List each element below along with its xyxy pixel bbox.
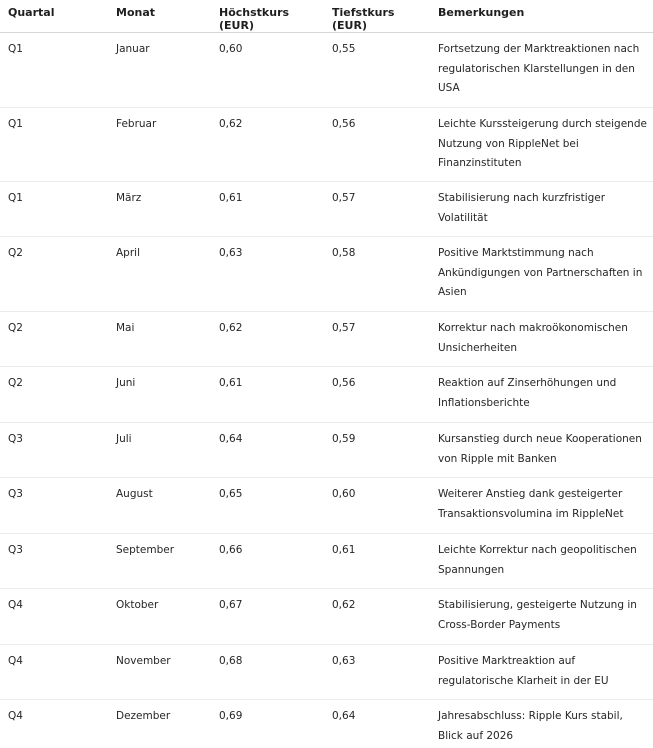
cell-month: Juli (108, 423, 211, 478)
cell-note: Weiterer Anstieg dank gesteigerter Transaktionsvolumina im RippleNet (430, 478, 653, 534)
table-row (0, 108, 653, 182)
cell-month: Mai (108, 312, 211, 367)
cell-month: Dezember (116, 710, 171, 722)
cell-month: Februar (108, 108, 211, 182)
cell-low: 0,56 (324, 108, 430, 182)
cell-note: Positive Marktreaktion auf regulatorische Klarheit in der EU (430, 645, 653, 700)
cell-month: Januar (108, 33, 211, 108)
table-row (0, 645, 653, 700)
cell-quarter: Q4 (0, 589, 108, 645)
header-month: Monat (108, 0, 211, 33)
cell-high: 0,65 (211, 478, 324, 534)
cell-note: Fortsetzung der Marktreaktionen nach regulatorischen Klarstellungen in den USA (430, 33, 653, 108)
cell-quarter: Q2 (0, 367, 108, 423)
cell-note: Kursanstieg durch neue Kooperationen von Ripple mit Banken (430, 423, 653, 478)
cell-high: 0,60 (211, 33, 324, 108)
cell-note: Stabilisierung nach kurzfristiger Volatilität (430, 182, 653, 237)
cell-high: 0,68 (211, 645, 324, 700)
cell-high: 0,61 (211, 182, 324, 237)
cell-note: Korrektur nach makroökonomischen Unsicherheiten (430, 312, 653, 367)
cell-quarter: Q3 (0, 423, 108, 478)
cell-quarter: Q3 (0, 534, 108, 589)
cell-quarter: Q1 (0, 108, 108, 182)
cell-high: 0,63 (211, 237, 324, 312)
cell-quarter: Q2 (0, 237, 108, 312)
cell-low: 0,62 (324, 589, 430, 645)
cell-low: 0,57 (324, 182, 430, 237)
table-row (0, 423, 653, 478)
table-row (0, 700, 653, 748)
cell-high: 0,61 (211, 367, 324, 423)
cell-month: März (108, 182, 211, 237)
table-row (0, 182, 653, 237)
cell-low: 0,55 (324, 33, 430, 108)
header-notes: Bemerkungen (430, 0, 653, 33)
cell-note: Leichte Kurssteigerung durch steigende Nutzung von RippleNet bei Finanzinstituten (430, 108, 653, 182)
table-row (0, 534, 653, 589)
table-row (0, 237, 653, 312)
table-row (0, 589, 653, 645)
cell-low: 0,63 (324, 645, 430, 700)
cell-month: September (108, 534, 211, 589)
cell-quarter: Q4 (0, 645, 108, 700)
cell-high: 0,67 (211, 589, 324, 645)
cell-month: November (108, 645, 211, 700)
cell-low: 0,56 (324, 367, 430, 423)
table-row (0, 478, 653, 534)
header-quarter: Quartal (0, 0, 108, 33)
cell-quarter: Q1 (0, 33, 108, 108)
cell-high: 0,64 (211, 423, 324, 478)
cell-low: 0,58 (324, 237, 430, 312)
cell-low: 0,61 (324, 534, 430, 589)
cell-month: August (108, 478, 211, 534)
table-body (0, 33, 653, 748)
cell-note: Reaktion auf Zinserhöhungen und Inflationsberichte (430, 367, 653, 423)
cell-month: April (108, 237, 211, 312)
cell-high: 0,62 (211, 312, 324, 367)
cell-low: 0,57 (324, 312, 430, 367)
table-row (0, 367, 653, 423)
cell-low: 0,60 (324, 478, 430, 534)
cell-high: 0,69 (219, 710, 243, 722)
cell-low: 0,64 (332, 710, 356, 722)
header-row (0, 0, 653, 33)
cell-quarter: Q2 (0, 312, 108, 367)
header-low: Tiefstkurs (EUR) (324, 0, 430, 33)
cell-high: 0,62 (211, 108, 324, 182)
cell-month: Juni (108, 367, 211, 423)
cell-note: Leichte Korrektur nach geopolitischen Spannungen (430, 534, 653, 589)
cell-note: Positive Marktstimmung nach Ankündigungen von Partnerschaften in Asien (430, 237, 653, 312)
cell-note: Stabilisierung, gesteigerte Nutzung in Cross-Border Payments (430, 589, 653, 645)
header-high: Höchstkurs (EUR) (211, 0, 324, 33)
table-row (0, 33, 653, 108)
cell-note: Jahresabschluss: Ripple Kurs stabil, Blick auf 2026 (438, 710, 623, 742)
table-row (0, 312, 653, 367)
cell-quarter: Q1 (0, 182, 108, 237)
cell-high: 0,66 (211, 534, 324, 589)
cell-quarter: Q4 (8, 710, 23, 722)
cell-quarter: Q3 (0, 478, 108, 534)
table-header (0, 0, 653, 33)
cell-low: 0,59 (324, 423, 430, 478)
cell-month: Oktober (108, 589, 211, 645)
